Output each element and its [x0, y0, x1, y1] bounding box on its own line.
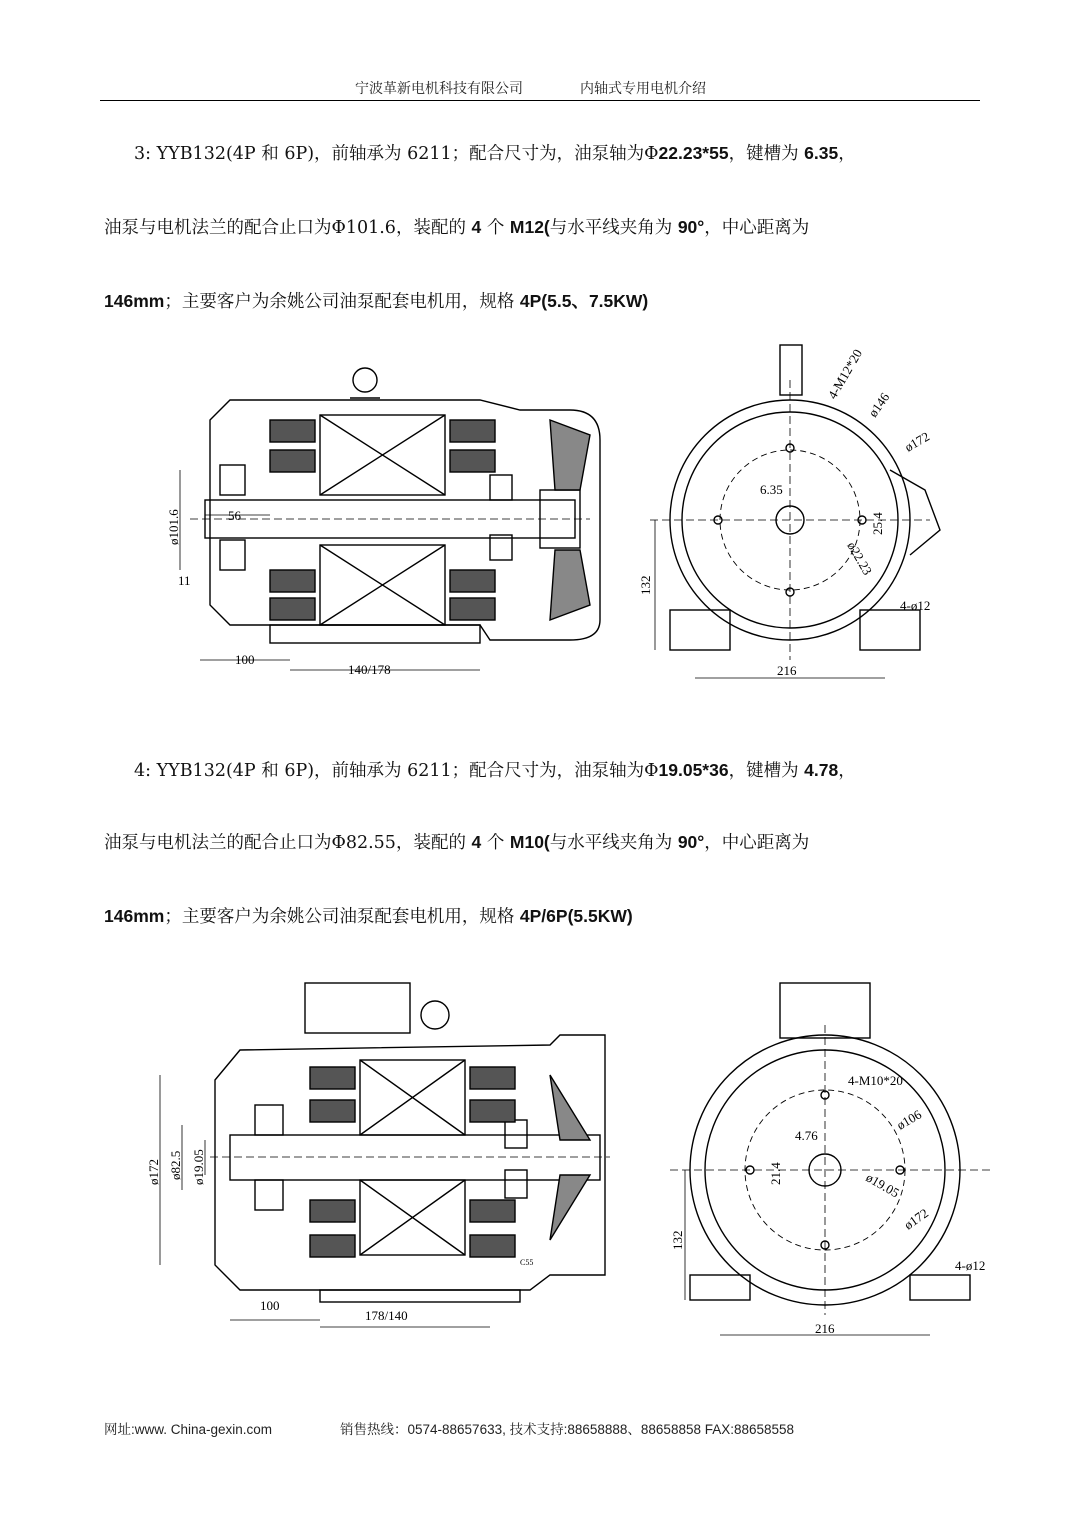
front-dim-height-b: 132 [670, 1230, 685, 1250]
page-header [100, 70, 980, 101]
front-dim-height: 132 [638, 575, 653, 595]
section-3-line-2: 油泵与电机法兰的配合止口为Φ101.6，装配的 4 个 M12(与水平线夹角为 90°，中心距离为 [104, 217, 810, 238]
dim-100: 100 [235, 652, 255, 667]
figure-3-side-view [180, 368, 600, 670]
dim-od-172: ø172 [146, 1159, 161, 1185]
figure-4-drawings [130, 975, 1000, 1350]
footer-website: 网址:www. China-gexin.com [104, 1422, 273, 1437]
front-dim-pcd-b: ø106 [894, 1106, 925, 1133]
front-dim-bolts: 4-M12*20 [824, 346, 866, 402]
front-dim-shaft-b: ø19.05 [863, 1169, 902, 1201]
front-dim-pcd: ø146 [865, 389, 893, 420]
figure-3-svg [150, 340, 970, 690]
section-3-line-1: 3: YYB132(4P 和 6P)，前轴承为 6211；配合尺寸为，油泵轴为Φ22.23*55，键槽为 6.35， [134, 143, 856, 164]
section-4-line-1: 4: YYB132(4P 和 6P)，前轴承为 6211；配合尺寸为，油泵轴为Φ19.05*36，键槽为 4.78， [134, 760, 856, 781]
front-dim-shaft: ø22.23 [844, 539, 876, 578]
front-dim-key: 6.35 [760, 482, 783, 497]
front-dim-od: ø172 [902, 428, 933, 455]
figure-4-side-view [160, 983, 610, 1327]
document-title: 内轴式专用电机介绍 [580, 81, 706, 97]
dim-spigot: ø101.6 [166, 509, 181, 545]
front-dim-width: 216 [777, 663, 797, 678]
front-dim-bolts-b: 4-M10*20 [848, 1073, 903, 1088]
dim-178-140: 178/140 [365, 1308, 408, 1323]
dim-c55: C55 [520, 1258, 534, 1267]
front-dim-key-depth: 25.4 [870, 512, 885, 535]
company-name: 宁波革新电机科技有限公司 [355, 81, 523, 97]
section-4-line-3: 146mm；主要客户为余姚公司油泵配套电机用，规格 4P/6P(5.5KW) [104, 906, 633, 927]
front-dim-key-depth-b: 21.4 [768, 1162, 783, 1185]
dim-shaft-length: 56 [228, 508, 241, 523]
figure-3-drawings [150, 340, 970, 690]
dim-shaft-19: ø19.05 [191, 1149, 206, 1185]
front-dim-key-b: 4.76 [795, 1128, 818, 1143]
front-dim-feet-b: 4-ø12 [955, 1258, 986, 1273]
figure-4-svg [130, 975, 1000, 1350]
front-dim-od-b: ø172 [901, 1205, 932, 1233]
front-dim-width-b: 216 [815, 1321, 835, 1336]
dim-spigot-82: ø82.5 [168, 1150, 183, 1180]
figure-4-front-view [670, 983, 990, 1335]
section-4-line-2: 油泵与电机法兰的配合止口为Φ82.55，装配的 4 个 M10(与水平线夹角为 90°，中心距离为 [104, 832, 810, 853]
dim-100-b: 100 [260, 1298, 280, 1313]
figure-3-front-view [650, 345, 940, 678]
dim-140-178: 140/178 [348, 662, 391, 677]
section-3-line-3: 146mm；主要客户为余姚公司油泵配套电机用，规格 4P(5.5、7.5KW) [104, 291, 649, 312]
dim-11: 11 [178, 573, 191, 588]
footer-contact: 销售热线：0574-88657633, 技术支持:88658888、88658858 FAX:88658558 [340, 1422, 795, 1437]
front-dim-feet: 4-ø12 [900, 598, 931, 613]
